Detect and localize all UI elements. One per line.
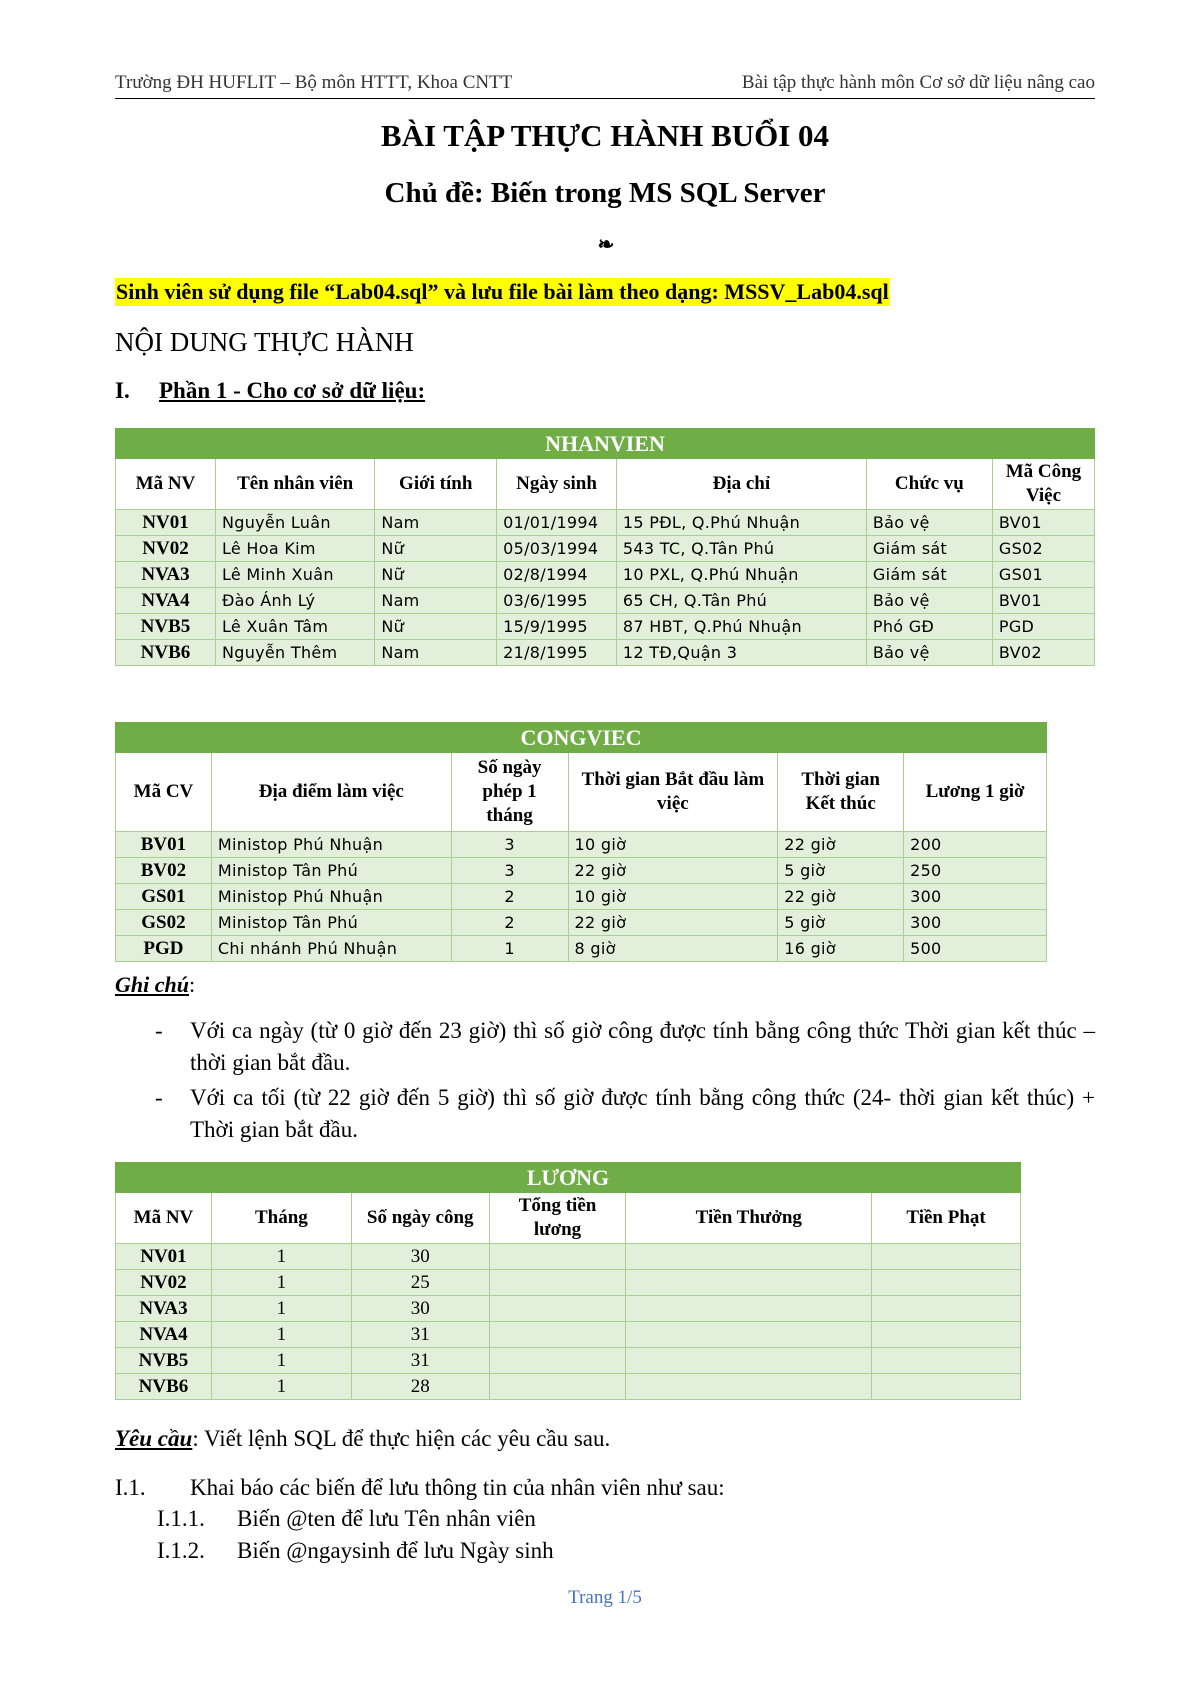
congviec-table xyxy=(115,722,1047,962)
table-cell: 1 xyxy=(211,1270,351,1296)
table-cell: GS01 xyxy=(992,562,1094,588)
column-header: Số ngày phép 1 tháng xyxy=(451,753,568,832)
table-cell: 22 giờ xyxy=(778,832,904,858)
table-row xyxy=(116,536,1095,562)
table-row xyxy=(116,1296,1021,1322)
table-row xyxy=(116,910,1047,936)
table-cell: PGD xyxy=(992,614,1094,640)
table-cell: NVB5 xyxy=(116,1348,212,1374)
table-cell xyxy=(872,1244,1021,1270)
part-text: Phần 1 - Cho cơ sở dữ liệu: xyxy=(159,378,426,403)
table-cell: Ministop Tân Phú xyxy=(211,858,451,884)
column-header: Chức vụ xyxy=(866,459,992,510)
table-cell: 1 xyxy=(211,1348,351,1374)
table-cell: Nam xyxy=(375,640,497,666)
table-cell: BV01 xyxy=(992,588,1094,614)
table-header-row xyxy=(116,753,1047,832)
table-cell: 25 xyxy=(351,1270,489,1296)
table-cell: 22 giờ xyxy=(568,910,778,936)
column-header: Lương 1 giờ xyxy=(904,753,1047,832)
note-label-text: Ghi chú xyxy=(115,972,189,997)
table-cell: 200 xyxy=(904,832,1047,858)
table-cell xyxy=(626,1244,872,1270)
table-row xyxy=(116,588,1095,614)
note-colon: : xyxy=(188,972,196,997)
table-cell: 5 giờ xyxy=(778,858,904,884)
table-cell: Giám sát xyxy=(866,562,992,588)
table-cell: NV02 xyxy=(116,1270,212,1296)
table-cell: 1 xyxy=(211,1322,351,1348)
column-header: Mã NV xyxy=(116,459,216,510)
table-cell: Nguyễn Thêm xyxy=(215,640,374,666)
table-cell: NVB5 xyxy=(116,614,216,640)
table-cell: 31 xyxy=(351,1348,489,1374)
table-cell: 10 giờ xyxy=(568,884,778,910)
table-cell: 31 xyxy=(351,1322,489,1348)
table-cell: GS01 xyxy=(116,884,212,910)
table-cell: Nguyễn Luân xyxy=(215,510,374,536)
table-cell: 16 giờ xyxy=(778,936,904,962)
table-cell: 21/8/1995 xyxy=(497,640,617,666)
column-header: Thời gian Bắt đầu làm việc xyxy=(568,753,778,832)
column-header: Số ngày công xyxy=(351,1193,489,1244)
column-header: Địa chỉ xyxy=(616,459,866,510)
header-left: Trường ĐH HUFLIT – Bộ môn HTTT, Khoa CNTT xyxy=(115,72,513,93)
table-cell: 02/8/1994 xyxy=(497,562,617,588)
table-cell: 2 xyxy=(451,884,568,910)
table-cell: 1 xyxy=(451,936,568,962)
table-cell: 543 TC, Q.Tân Phú xyxy=(616,536,866,562)
table-cell: Lê Hoa Kim xyxy=(215,536,374,562)
column-header: Tiền Thưởng xyxy=(626,1193,872,1244)
section-title: NỘI DUNG THỰC HÀNH xyxy=(115,327,414,357)
table-cell: Giám sát xyxy=(866,536,992,562)
table-cell: NVA3 xyxy=(116,1296,212,1322)
bullet-dash-icon: - xyxy=(155,1085,163,1110)
table-cell xyxy=(872,1348,1021,1374)
table-row xyxy=(116,1348,1021,1374)
table-cell: Chi nhánh Phú Nhuận xyxy=(211,936,451,962)
table-cell: 87 HBT, Q.Phú Nhuận xyxy=(616,614,866,640)
table-cell xyxy=(626,1374,872,1400)
table-cell: NV02 xyxy=(116,536,216,562)
table-cell xyxy=(489,1244,626,1270)
table-cell xyxy=(626,1296,872,1322)
column-header: Mã CV xyxy=(116,753,212,832)
table-cell: Ministop Tân Phú xyxy=(211,910,451,936)
table-cell xyxy=(872,1270,1021,1296)
table-cell xyxy=(489,1374,626,1400)
luong-table xyxy=(115,1162,1021,1400)
table-cell: 8 giờ xyxy=(568,936,778,962)
table-cell: Phó GĐ xyxy=(866,614,992,640)
table-cell: 300 xyxy=(904,884,1047,910)
table-cell: PGD xyxy=(116,936,212,962)
table-header-row xyxy=(116,459,1095,510)
table-cell: NV01 xyxy=(116,510,216,536)
table-cell: Nam xyxy=(375,510,497,536)
question-item xyxy=(115,1475,725,1501)
ornament-icon: ❧ xyxy=(597,234,613,256)
table-cell: 1 xyxy=(211,1374,351,1400)
table-cell: Lê Minh Xuân xyxy=(215,562,374,588)
table-cell: Ministop Phú Nhuận xyxy=(211,832,451,858)
table-cell: 3 xyxy=(451,832,568,858)
table-cell: BV02 xyxy=(116,858,212,884)
table-cell xyxy=(626,1270,872,1296)
table-row xyxy=(116,832,1047,858)
table-cell: 30 xyxy=(351,1244,489,1270)
requirement-text: : Viết lệnh SQL để thực hiện các yêu cầu sau. xyxy=(192,1426,611,1451)
column-header: Giới tính xyxy=(375,459,497,510)
page-footer: Trang 1/5 xyxy=(568,1587,642,1608)
header-right: Bài tập thực hành môn Cơ sở dữ liệu nâng cao xyxy=(741,72,1095,93)
table-cell: 65 CH, Q.Tân Phú xyxy=(616,588,866,614)
table-cell: 28 xyxy=(351,1374,489,1400)
table-row xyxy=(116,1374,1021,1400)
table-cell: BV01 xyxy=(992,510,1094,536)
table-cell xyxy=(489,1322,626,1348)
requirement xyxy=(115,1426,610,1452)
table-cell: NVA4 xyxy=(116,588,216,614)
bullet-dash-icon: - xyxy=(155,1018,163,1043)
column-header: Ngày sinh xyxy=(497,459,617,510)
table-cell: 30 xyxy=(351,1296,489,1322)
table-cell: Lê Xuân Tâm xyxy=(215,614,374,640)
table-cell: Nam xyxy=(375,588,497,614)
table-row xyxy=(116,1244,1021,1270)
table-cell: Bảo vệ xyxy=(866,640,992,666)
table-cell: NVA3 xyxy=(116,562,216,588)
table-cell: BV01 xyxy=(116,832,212,858)
table-cell: GS02 xyxy=(992,536,1094,562)
table-cell: 2 xyxy=(451,910,568,936)
page-header xyxy=(115,72,1095,99)
table-cell xyxy=(872,1296,1021,1322)
table-cell: 250 xyxy=(904,858,1047,884)
table-row xyxy=(116,936,1047,962)
submission-notice: Sinh viên sử dụng file “Lab04.sql” và lưu file bài làm theo dạng: MSSV_Lab04.sql xyxy=(116,279,889,304)
table-cell: Ministop Phú Nhuận xyxy=(211,884,451,910)
column-header: Thời gian Kết thúc xyxy=(778,753,904,832)
part-number: I. xyxy=(115,378,130,403)
column-header: Tháng xyxy=(211,1193,351,1244)
table-row xyxy=(116,510,1095,536)
table-row xyxy=(116,858,1047,884)
table-cell xyxy=(489,1296,626,1322)
question-text: Khai báo các biến để lưu thông tin của nhân viên như sau: xyxy=(190,1475,725,1500)
question-item xyxy=(157,1538,554,1564)
table-cell: Bảo vệ xyxy=(866,588,992,614)
table-cell: Bảo vệ xyxy=(866,510,992,536)
column-header: Tên nhân viên xyxy=(215,459,374,510)
table-cell: 3 xyxy=(451,858,568,884)
table-row xyxy=(116,614,1095,640)
table-cell xyxy=(489,1270,626,1296)
table-cell: 15/9/1995 xyxy=(497,614,617,640)
table-row xyxy=(116,640,1095,666)
nhanvien-table xyxy=(115,428,1095,666)
table-cell: NVB6 xyxy=(116,640,216,666)
table-cell: Đào Ánh Lý xyxy=(215,588,374,614)
table-cell: 22 giờ xyxy=(568,858,778,884)
table-cell: NVA4 xyxy=(116,1322,212,1348)
table-cell xyxy=(872,1374,1021,1400)
note-item-text: Với ca tối (từ 22 giờ đến 5 giờ) thì số giờ được tính bằng công thức (24- thời gian kết thúc) + Thời gian bắt đầu. xyxy=(190,1085,1095,1142)
table-cell: 12 TĐ,Quận 3 xyxy=(616,640,866,666)
table-row xyxy=(116,1270,1021,1296)
table-caption: LƯƠNG xyxy=(116,1163,1021,1193)
page-subtitle: Chủ đề: Biến trong MS SQL Server xyxy=(384,177,826,209)
table-cell xyxy=(489,1348,626,1374)
table-cell xyxy=(872,1322,1021,1348)
question-text: Biến @ngaysinh để lưu Ngày sinh xyxy=(237,1538,554,1563)
table-cell: Nữ xyxy=(375,614,497,640)
table-cell: 500 xyxy=(904,936,1047,962)
table-cell: 1 xyxy=(211,1296,351,1322)
table-cell: Nữ xyxy=(375,536,497,562)
table-cell: GS02 xyxy=(116,910,212,936)
table-row xyxy=(116,1322,1021,1348)
question-number: I.1.1. xyxy=(157,1506,205,1531)
part-heading xyxy=(115,378,425,404)
table-cell: 01/01/1994 xyxy=(497,510,617,536)
column-header: Mã Công Việc xyxy=(992,459,1094,510)
table-caption: CONGVIEC xyxy=(116,723,1047,753)
question-item xyxy=(157,1506,536,1532)
table-cell: 05/03/1994 xyxy=(497,536,617,562)
table-cell xyxy=(626,1348,872,1374)
table-cell: 10 PXL, Q.Phú Nhuận xyxy=(616,562,866,588)
table-cell: Nữ xyxy=(375,562,497,588)
table-cell: 10 giờ xyxy=(568,832,778,858)
note-label xyxy=(115,972,195,998)
page-title: BÀI TẬP THỰC HÀNH BUỔI 04 xyxy=(380,118,830,153)
table-row xyxy=(116,562,1095,588)
column-header: Tổng tiền lương xyxy=(489,1193,626,1244)
table-cell: 5 giờ xyxy=(778,910,904,936)
column-header: Địa điểm làm việc xyxy=(211,753,451,832)
table-cell: 1 xyxy=(211,1244,351,1270)
table-cell: NV01 xyxy=(116,1244,212,1270)
column-header: Tiền Phạt xyxy=(872,1193,1021,1244)
table-cell: 15 PĐL, Q.Phú Nhuận xyxy=(616,510,866,536)
note-item-text: Với ca ngày (từ 0 giờ đến 23 giờ) thì số giờ công được tính bằng công thức Thời gian kết thúc – thời gian bắt đầu. xyxy=(190,1018,1095,1075)
table-row xyxy=(116,884,1047,910)
requirement-label: Yêu cầu xyxy=(115,1426,193,1451)
table-cell: 22 giờ xyxy=(778,884,904,910)
table-cell: NVB6 xyxy=(116,1374,212,1400)
table-header-row xyxy=(116,1193,1021,1244)
table-cell: BV02 xyxy=(992,640,1094,666)
table-cell xyxy=(626,1322,872,1348)
question-number: I.1. xyxy=(115,1475,146,1500)
table-cell: 03/6/1995 xyxy=(497,588,617,614)
column-header: Mã NV xyxy=(116,1193,212,1244)
table-cell: 300 xyxy=(904,910,1047,936)
table-caption: NHANVIEN xyxy=(116,429,1095,459)
question-number: I.1.2. xyxy=(157,1538,205,1563)
question-text: Biến @ten để lưu Tên nhân viên xyxy=(237,1506,536,1531)
